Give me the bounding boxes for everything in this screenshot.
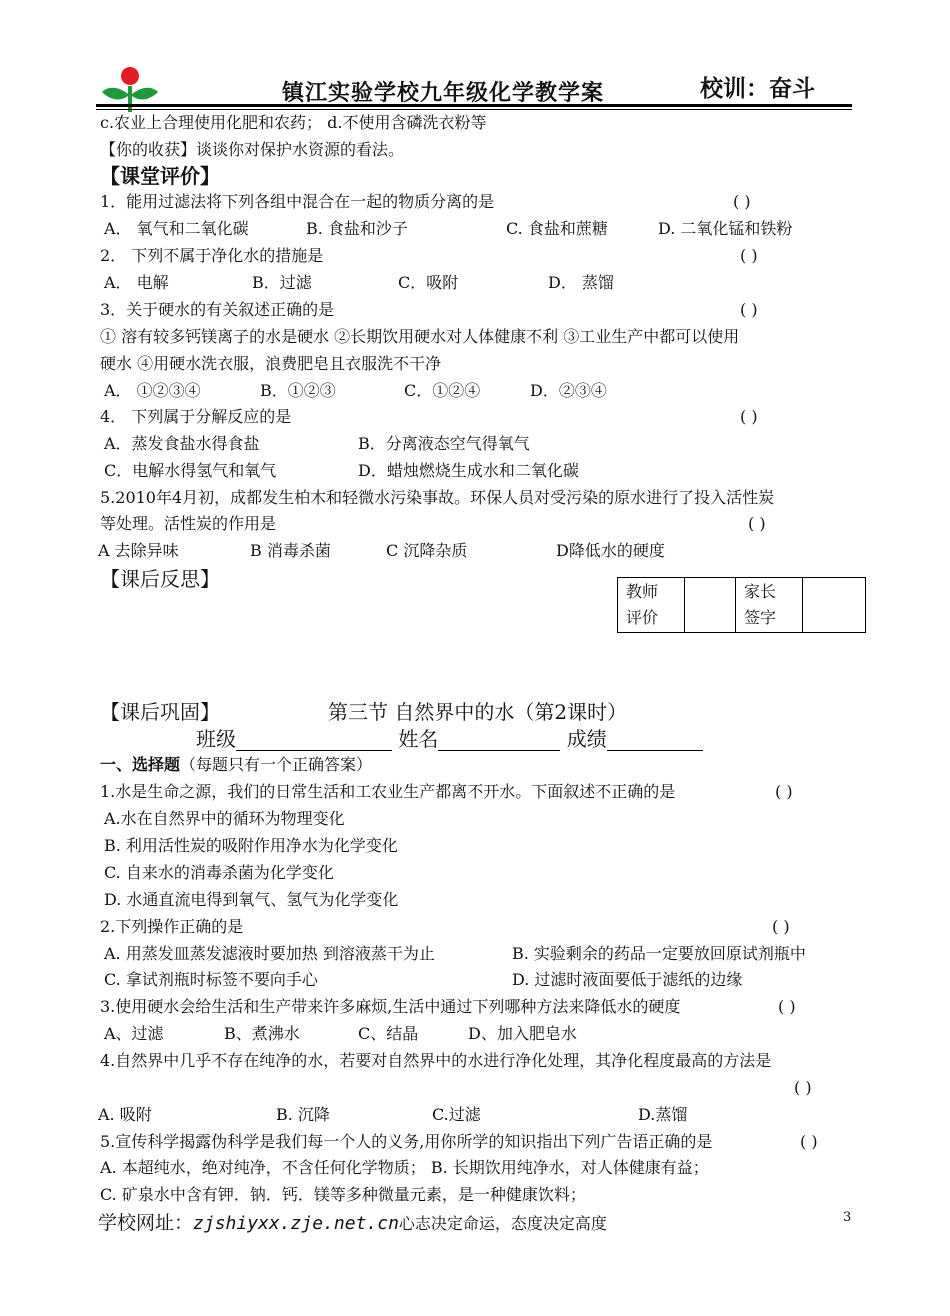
cs-q4-opt-d: D.蒸馏 — [638, 1105, 688, 1124]
lesson-title: 第三节 自然界中的水（第2课时） — [328, 700, 628, 724]
cs-q4-opt-c: C.过滤 — [432, 1105, 481, 1124]
ce-q3-opt-c: C．①②④ — [404, 381, 481, 400]
ce-q5-opt-a: A 去除异味 — [98, 541, 179, 560]
part1-heading: 一、选择题（每题只有一个正确答案） — [100, 755, 373, 774]
cs-q3-text: 3.使用硬水会给生活和生产带来许多麻烦,生活中通过下列哪种方法来降低水的硬度 — [100, 997, 681, 1016]
ce-q5-line1: 5.2010年4月初，成都发生柏木和轻微水污染事故。环保人员对受污染的原水进行了投入活性炭 — [100, 488, 775, 507]
ce-q3-line2: 硬水 ④用硬水洗衣服，浪费肥皂且衣服洗不干净 — [100, 354, 442, 373]
cs-q4-opt-a: A. 吸附 — [98, 1105, 152, 1124]
cs-q2-paren: ( ) — [772, 917, 790, 936]
evaluation-table — [617, 577, 866, 633]
ce-q4-text: 4． 下列属于分解反应的是 — [100, 407, 292, 426]
ce-q3-opt-d: D．②③④ — [530, 381, 607, 400]
footer-url[interactable]: zjshiyxx.zje.net.cn — [193, 1213, 399, 1234]
score-blank[interactable] — [607, 728, 703, 751]
ce-q1-opt-b: B. 食盐和沙子 — [306, 219, 408, 238]
ce-q5-paren: ( ) — [748, 514, 766, 533]
cs-q2-opt-d: D. 过滤时液面要低于滤纸的边缘 — [512, 970, 743, 989]
cs-q3-paren: ( ) — [778, 997, 796, 1016]
ce-q2-text: 2． 下列不属于净化水的措施是 — [100, 246, 324, 265]
cs-q4-opt-b: B. 沉降 — [276, 1105, 330, 1124]
cs-q5-text: 5.宣传科学揭露伪科学是我们每一个人的义务,用你所学的知识指出下列广告语正确的是 — [100, 1132, 713, 1151]
name-blank[interactable] — [438, 728, 560, 751]
harvest-line: 【你的收获】谈谈你对保护水资源的看法。 — [100, 140, 405, 159]
header-rule — [96, 104, 852, 107]
ce-q1-paren: ( ) — [733, 192, 751, 211]
class-eval-heading: 【课堂评价】 — [100, 164, 220, 188]
ce-q1-opt-c: C. 食盐和蔗糖 — [506, 219, 608, 238]
line-cd: c.农业上合理使用化肥和农药； d.不使用含磷洗衣粉等 — [100, 113, 487, 132]
parent-sign-cell[interactable] — [803, 578, 866, 633]
cs-q2-text: 2.下列操作正确的是 — [100, 917, 244, 936]
cs-q3-opt-c: C、结晶 — [358, 1024, 419, 1043]
ce-q3-paren: ( ) — [740, 300, 758, 319]
class-label: 班级 — [196, 727, 236, 751]
ce-q2-paren: ( ) — [740, 246, 758, 265]
student-info-line — [196, 727, 703, 751]
ce-q1-text: 1．能用过滤法将下列各组中混合在一起的物质分离的是 — [100, 192, 495, 211]
cs-q4-text: 4.自然界中几乎不存在纯净的水，若要对自然界中的水进行净化处理，其净化程度最高的方法是 — [100, 1051, 772, 1070]
class-blank[interactable] — [236, 728, 392, 751]
ce-q3-opt-b: B．①②③ — [260, 381, 336, 400]
cs-q3-opt-a: A、过滤 — [104, 1024, 164, 1043]
ce-q3-opt-a: A． ①②③④ — [104, 381, 201, 400]
ce-q1-opt-d: D. 二氧化锰和铁粉 — [658, 219, 793, 238]
ce-q5-opt-b: B 消毒杀菌 — [250, 541, 331, 560]
cs-q2-opt-c: C. 拿试剂瓶时标签不要向手心 — [104, 970, 318, 989]
header-title: 镇江实验学校九年级化学教学案 — [282, 80, 605, 106]
cs-q1-opt-d: D. 水通直流电得到氧气、氢气为化学变化 — [104, 890, 399, 909]
ce-q5-line2: 等处理。活性炭的作用是 — [100, 514, 277, 533]
cs-q5-line-ab: A. 本超纯水，绝对纯净，不含任何化学物质； B. 长期饮用纯净水，对人体健康有益； — [100, 1158, 709, 1177]
teacher-eval-cell[interactable] — [685, 578, 736, 633]
teacher-eval-label: 教师 评价 — [618, 578, 685, 633]
header-motto: 校训：奋斗 — [700, 76, 815, 102]
name-label: 姓名 — [398, 727, 439, 751]
ce-q5-opt-d: D降低水的硬度 — [556, 541, 665, 560]
cs-q3-opt-b: B、煮沸水 — [224, 1024, 300, 1043]
ce-q4-paren: ( ) — [740, 407, 758, 426]
reflection-heading: 【课后反思】 — [100, 567, 220, 591]
ce-q2-opt-b: B．过滤 — [252, 273, 312, 292]
ce-q4-opt-a: A．蒸发食盐水得食盐 — [104, 434, 260, 453]
score-label: 成绩 — [566, 727, 607, 751]
cs-q3-opt-d: D、加入肥皂水 — [468, 1024, 577, 1043]
ce-q4-opt-c: C．电解水得氢气和氧气 — [104, 461, 277, 480]
cs-q4-paren: ( ) — [794, 1078, 812, 1097]
cs-q2-opt-b: B. 实验剩余的药品一定要放回原试剂瓶中 — [512, 944, 806, 963]
ce-q1-opt-a: A． 氧气和二氧化碳 — [104, 219, 249, 238]
page-number: 3 — [843, 1210, 852, 1225]
footer-label: 学校网址： — [98, 1212, 194, 1234]
ce-q2-opt-d: D． 蒸馏 — [548, 273, 614, 292]
ce-q2-opt-a: A． 电解 — [104, 273, 169, 292]
cs-q5-line-c: C. 矿泉水中含有钾．钠．钙．镁等多种微量元素，是一种健康饮料； — [100, 1185, 586, 1204]
cs-q1-opt-c: C. 自来水的消毒杀菌为化学变化 — [104, 863, 334, 882]
cs-q1-text: 1.水是生命之源，我们的日常生活和工农业生产都离不开水。下面叙述不正确的是 — [100, 782, 676, 801]
footer — [98, 1208, 607, 1235]
cs-q1-opt-a: A.水在自然界中的循环为物理变化 — [104, 809, 345, 828]
ce-q4-opt-b: B．分离液态空气得氧气 — [358, 434, 530, 453]
cs-q1-opt-b: B. 利用活性炭的吸附作用净水为化学变化 — [104, 836, 398, 855]
ce-q5-opt-c: C 沉降杂质 — [386, 541, 468, 560]
cs-q2-opt-a: A. 用蒸发皿蒸发滤液时要加热 到溶液蒸干为止 — [104, 944, 435, 963]
header-rule-thin — [96, 109, 852, 110]
cs-q5-paren: ( ) — [800, 1132, 818, 1151]
consolidation-heading: 【课后巩固】 — [100, 700, 220, 724]
ce-q2-opt-c: C．吸附 — [398, 273, 459, 292]
cs-q1-paren: ( ) — [775, 782, 793, 801]
ce-q4-opt-d: D．蜡烛燃烧生成水和二氧化碳 — [358, 461, 579, 480]
ce-q3-text: 3．关于硬水的有关叙述正确的是 — [100, 300, 335, 319]
ce-q3-line1: ① 溶有较多钙镁离子的水是硬水 ②长期饮用硬水对人体健康不利 ③工业生产中都可以使用 — [100, 327, 740, 346]
parent-sign-label: 家长 签字 — [736, 578, 803, 633]
footer-slogan: 心志决定命运，态度决定高度 — [398, 1214, 607, 1233]
